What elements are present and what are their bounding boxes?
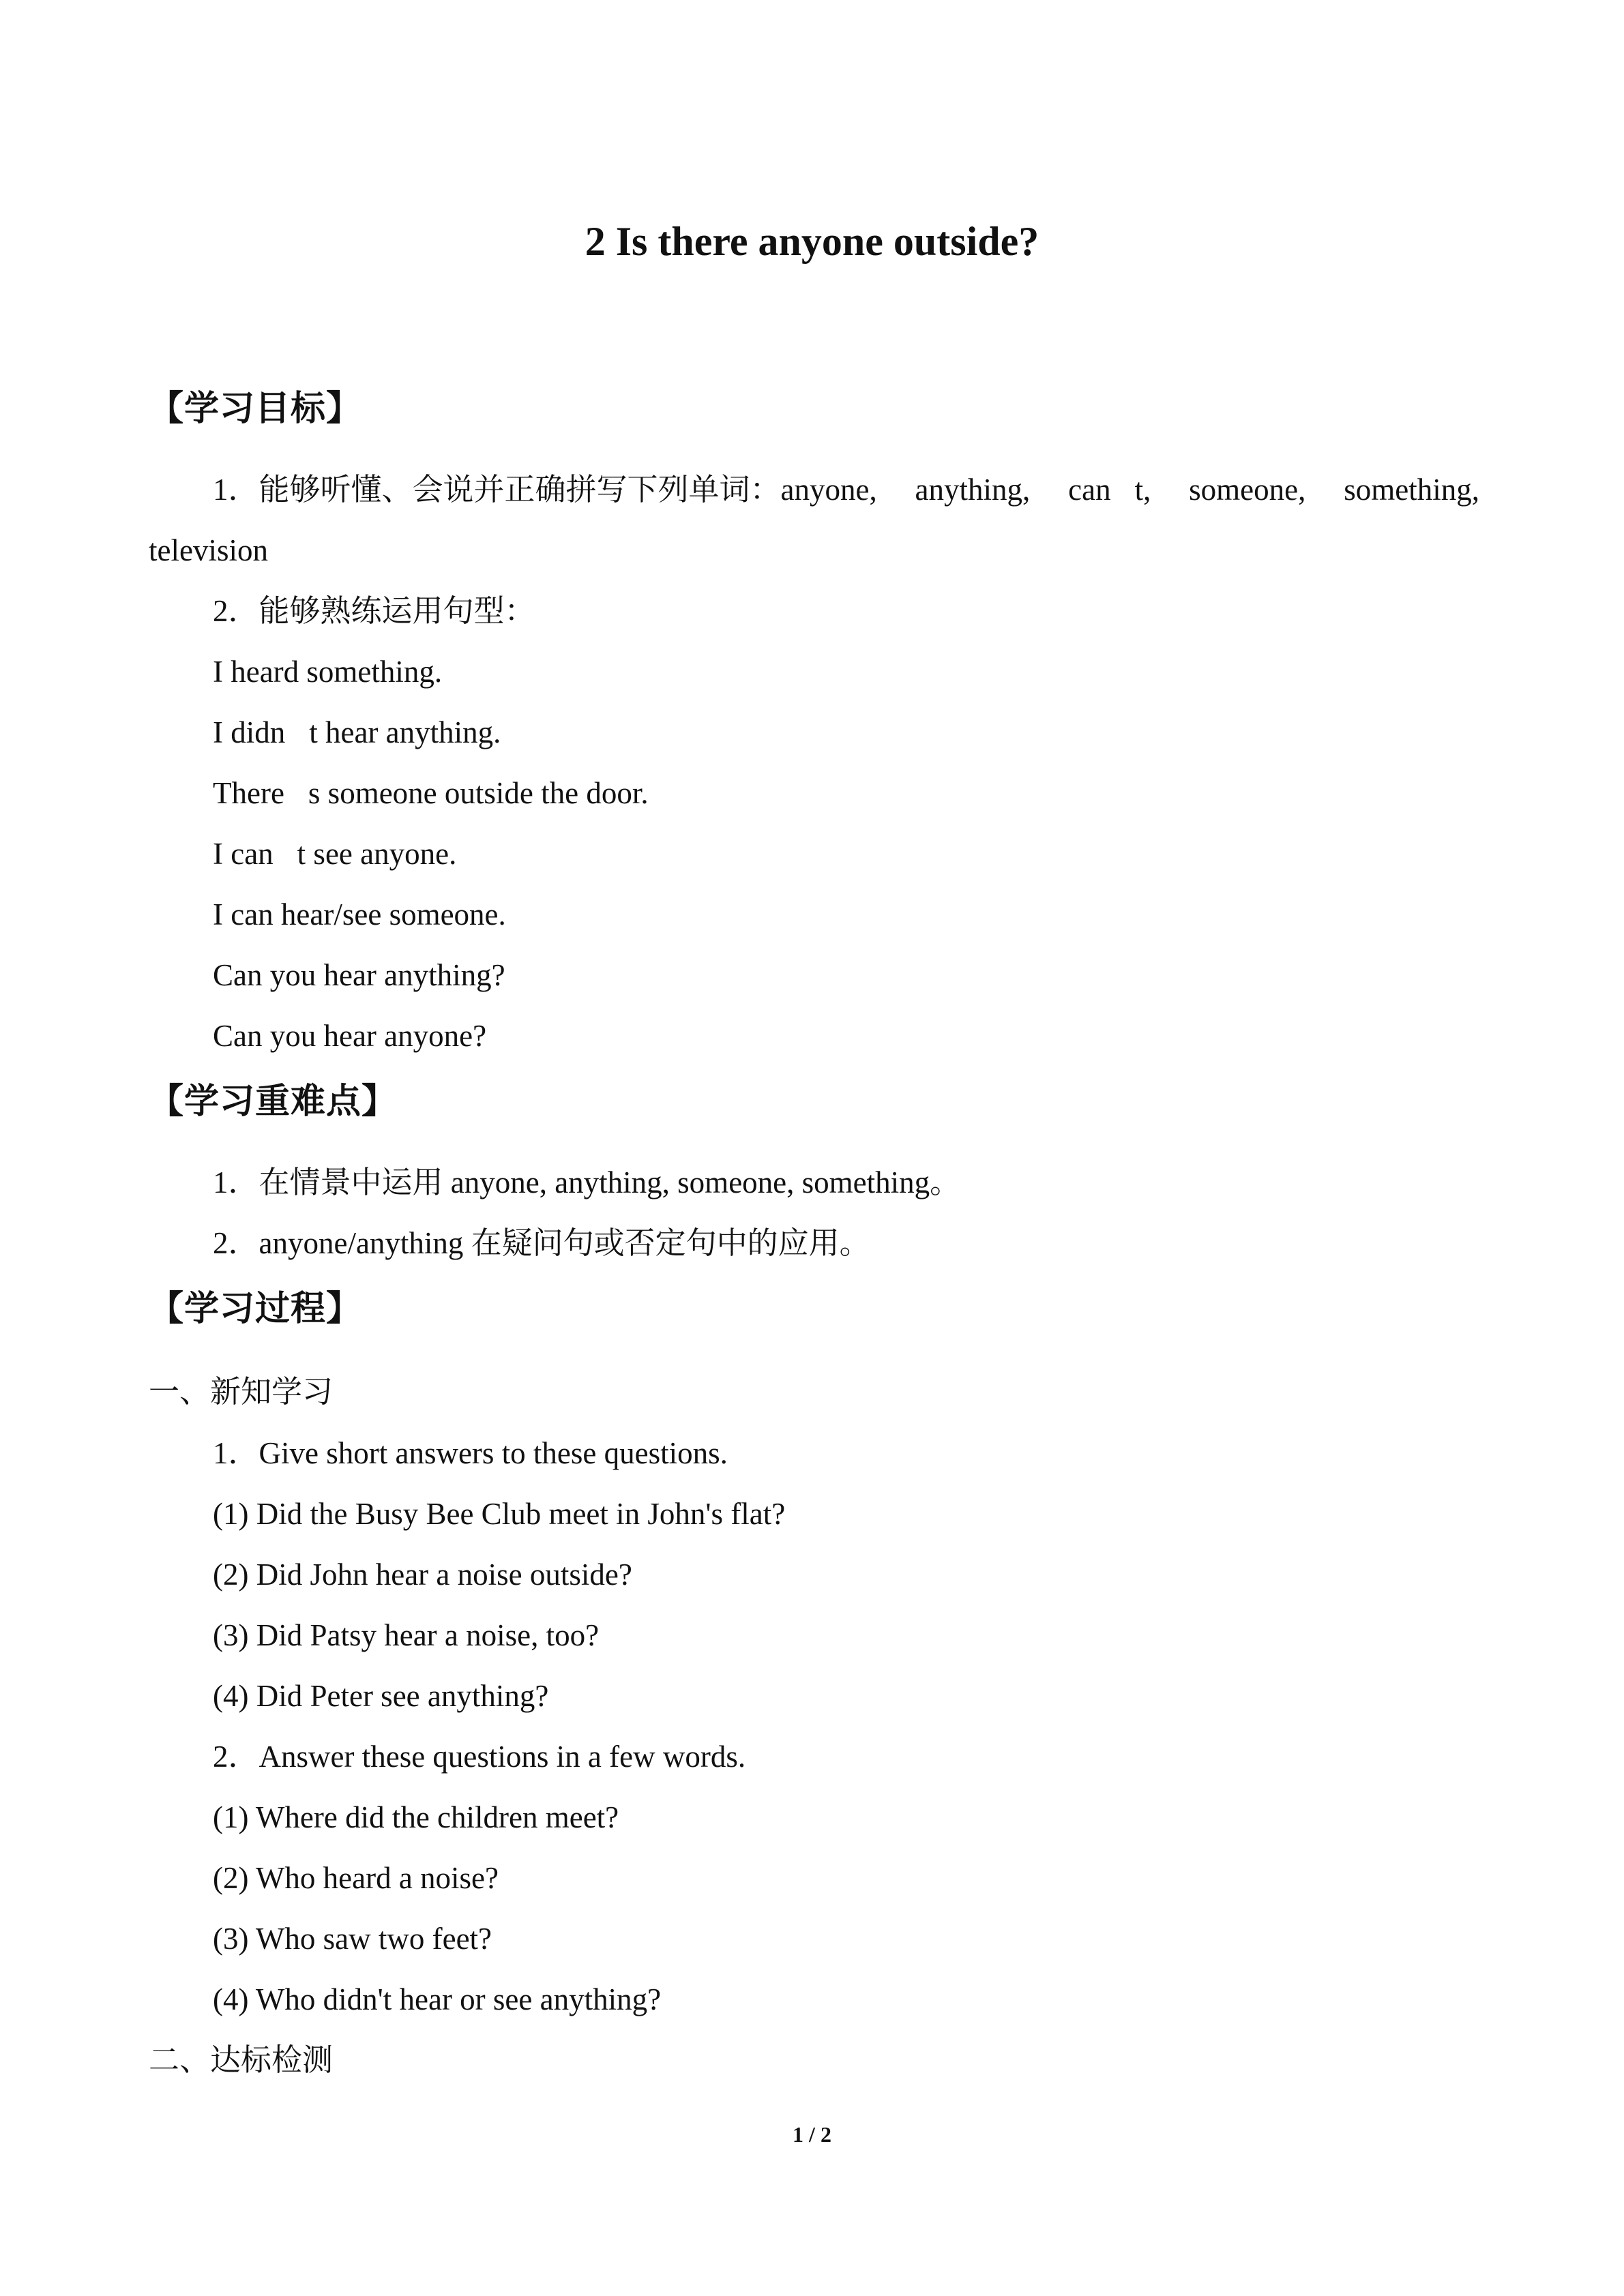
question-item: (3) Who saw two feet? [213, 1922, 492, 1956]
document-title: 2 Is there anyone outside? [585, 219, 1039, 264]
question-item: (4) Did Peter see anything? [213, 1679, 549, 1713]
page-number: 1 / 2 [793, 2122, 831, 2147]
sentence-pattern: There s someone outside the door. [213, 776, 649, 810]
sentence-pattern: Can you hear anyone? [213, 1019, 487, 1053]
key-point-item: 2．anyone/anything 在疑问句或否定句中的应用。 [213, 1226, 870, 1260]
question-group-2-title: 2．Answer these questions in a few words. [213, 1740, 746, 1774]
goal-item-1-part: someone, [1189, 473, 1306, 507]
goal-item-1-part: anything, [915, 473, 1031, 507]
goal-item-2: 2．能够熟练运用句型： [213, 594, 535, 628]
goal-item-1-continued: television [149, 533, 268, 567]
sentence-pattern: I can t see anyone. [213, 837, 457, 871]
sentence-pattern: I heard something. [213, 655, 443, 689]
question-item: (1) Where did the children meet? [213, 1800, 619, 1834]
goal-item-1 [213, 471, 1479, 509]
question-group-1-title: 1．Give short answers to these questions. [213, 1436, 728, 1470]
sentence-pattern: I can hear/see someone. [213, 897, 506, 931]
process-part-1: 一、新知学习 [149, 1375, 334, 1409]
sentence-pattern: Can you hear anything? [213, 958, 505, 992]
sentence-pattern: I didn t hear anything. [213, 715, 501, 749]
question-item: (4) Who didn't hear or see anything? [213, 1982, 662, 2016]
question-item: (3) Did Patsy hear a noise, too? [213, 1618, 600, 1652]
process-part-2: 二、达标检测 [149, 2043, 334, 2077]
goal-item-1-part: 1．能够听懂、会说并正确拼写下列单词：anyone, [213, 473, 877, 507]
goal-item-1-part: can t, [1068, 473, 1151, 507]
question-item: (1) Did the Busy Bee Club meet in John's flat? [213, 1497, 786, 1531]
section-heading-key-points: 【学习重难点】 [149, 1082, 398, 1122]
question-item: (2) Who heard a noise? [213, 1861, 499, 1895]
goal-item-1-part: something, [1344, 473, 1479, 507]
question-item: (2) Did John hear a noise outside? [213, 1557, 632, 1592]
section-heading-goals: 【学习目标】 [149, 389, 362, 429]
key-point-item: 1．在情景中运用 anyone, anything, someone, something。 [213, 1165, 961, 1199]
section-heading-process: 【学习过程】 [149, 1289, 362, 1329]
